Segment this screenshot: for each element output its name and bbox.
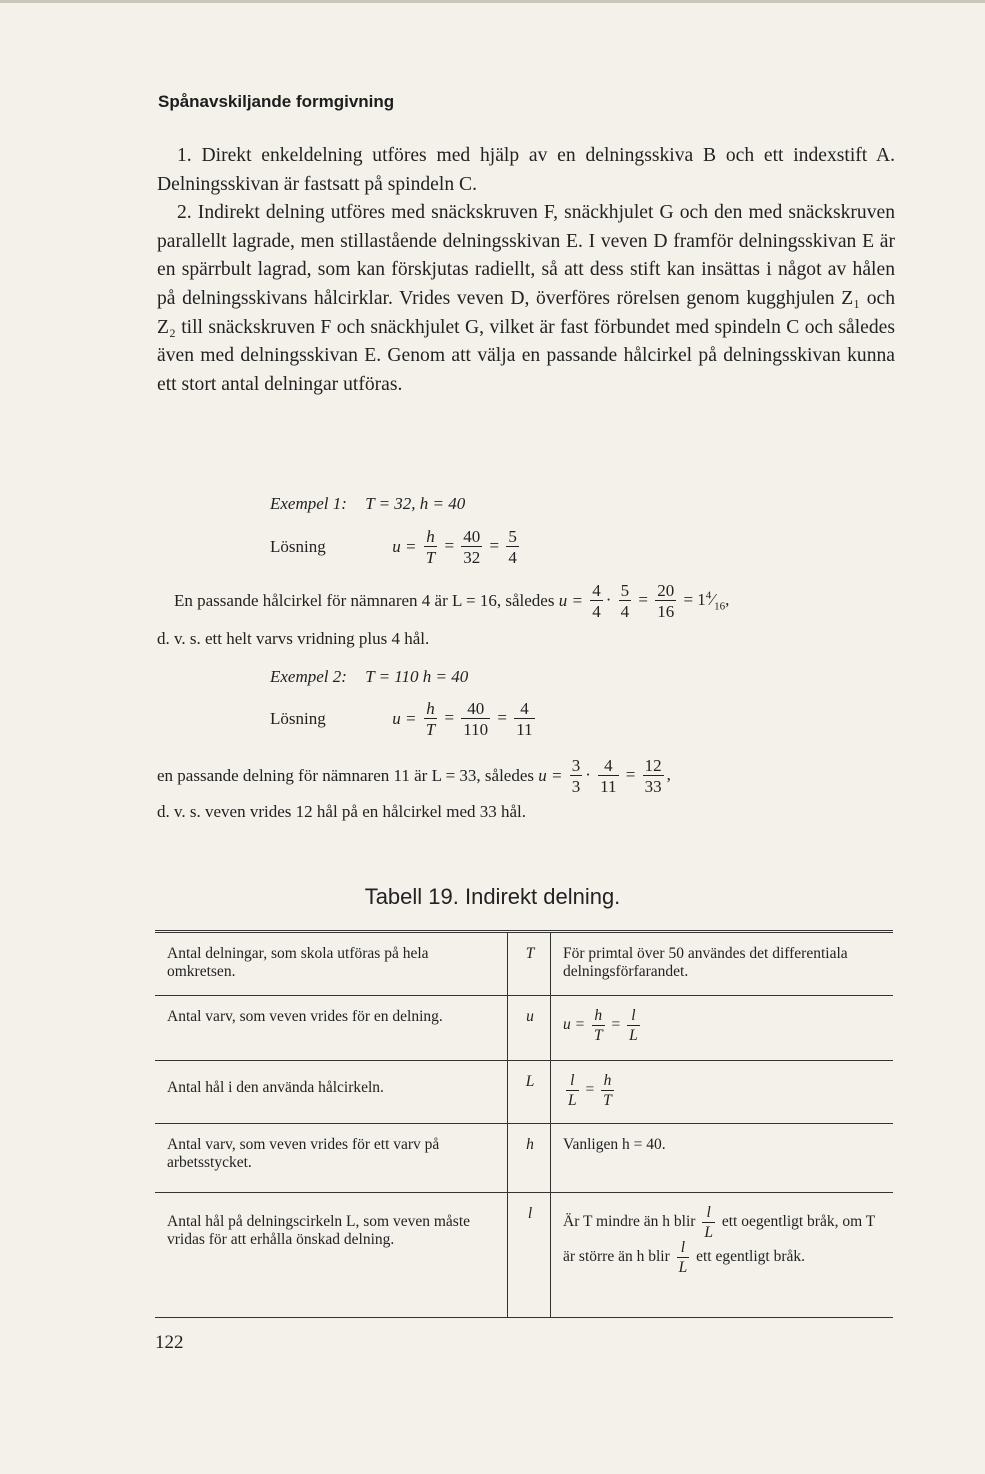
fraction: $\frac{h}{T}$ bbox=[425, 527, 436, 567]
fraction: $\frac{40}{32}$ bbox=[463, 527, 481, 567]
note-text: ett egentligt bråk. bbox=[696, 1248, 806, 1266]
paragraph-2: 2. Indirekt delning utföres med snäckskruven F, snäckhjulet G och den med snäckskruven parallellt lagrade, men stillastående delningsskivan E. I veven D framför delningsskivan E är en spärrbult lagrad, som kan förskjutas radiellt, så att dess stift kan insättas i något av hålen på delningsskivans hålcirklar. Vrides veven D, överföres rörelsen genom kugghjulen Z₁ och Z₂ till snäckskruven F och snäckhjulet G, vilket är fast förbundet med spindeln C och således även med delningsskivan E. Genom att välja en passande hålcirkel på delningsskivan kunna ett stort antal delningar utföras. bbox=[157, 202, 895, 395]
table-row bbox=[155, 1193, 893, 1318]
row-note: $\frac{l}{L}$ = $\frac{h}{T}$ bbox=[551, 1061, 894, 1124]
row-symbol: u bbox=[508, 996, 551, 1061]
example-2-solution-label: Lösning bbox=[270, 709, 326, 728]
example-2-conclusion: d. v. s. veven vrides 12 hål på en hålcirkel med 33 hål. bbox=[157, 802, 527, 821]
example-1-conclusion: d. v. s. ett helt varvs vridning plus 4 hål. bbox=[157, 629, 430, 648]
row-description: Antal varv, som veven vrides för en delning. bbox=[155, 996, 508, 1061]
body-text bbox=[157, 142, 895, 399]
fraction: $\frac{5}{4}$ bbox=[620, 581, 630, 621]
note-text: ett oegentligt bråk, om T är större än h blir bbox=[563, 1213, 875, 1266]
example-2-given: T = 110 h = 40 bbox=[365, 667, 469, 686]
example-1-solution-label: Lösning bbox=[270, 537, 326, 556]
table-row bbox=[155, 996, 893, 1061]
fraction: $\frac{40}{110}$ bbox=[463, 699, 489, 739]
example-1-text: En passande hålcirkel för nämnaren 4 är L = 16, således bbox=[174, 591, 555, 610]
example-2-label: Exempel 2: bbox=[270, 667, 347, 686]
row-symbol: T bbox=[508, 932, 551, 996]
fraction: $\frac{12}{33}$ bbox=[644, 756, 662, 796]
page-top-edge bbox=[0, 0, 985, 3]
fraction: $\frac{20}{16}$ bbox=[657, 581, 675, 621]
row-note: Vanligen h = 40. bbox=[551, 1124, 894, 1193]
fraction: $\frac{3}{3}$ bbox=[571, 756, 581, 796]
table-row bbox=[155, 1061, 893, 1124]
example-2-text: en passande delning för nämnaren 11 är L = 33, således bbox=[157, 766, 535, 785]
table-row bbox=[155, 932, 893, 996]
example-2-result: en passande delning för nämnaren 11 är L = 33, således u = $\frac{3}{3}$ · $\frac{4}{11}$ = $\frac{12}{33}$ , bbox=[157, 756, 671, 796]
row-symbol: h bbox=[508, 1124, 551, 1193]
example-1-given: T = 32, h = 40 bbox=[365, 494, 466, 513]
fraction: $\frac{4}{11}$ bbox=[600, 756, 617, 796]
note-text: Är T mindre än h blir bbox=[563, 1213, 696, 1231]
example-1-label: Exempel 1: bbox=[270, 494, 347, 513]
indirect-division-table bbox=[155, 930, 893, 1318]
row-description: Antal hål på delningscirkeln L, som veven måste vridas för att erhålla önskad delning. bbox=[155, 1193, 508, 1318]
row-description: Antal delningar, som skola utföras på hela omkretsen. bbox=[155, 932, 508, 996]
row-symbol: L bbox=[508, 1061, 551, 1124]
page-number: 122 bbox=[155, 1332, 184, 1353]
row-description: Antal hål i den använda hålcirkeln. bbox=[155, 1061, 508, 1124]
row-note: u = $\frac{h}{T}$ = $\frac{l}{L}$ bbox=[551, 996, 894, 1061]
table-row bbox=[155, 1124, 893, 1193]
example-2-heading bbox=[270, 667, 468, 687]
example-1-result: En passande hålcirkel för nämnaren 4 är L = 16, således u = $\frac{4}{4}$ · $\frac{5}{4}$ = $\frac{20}{16}$ = $1^4⁄_{16}$, bbox=[174, 581, 730, 621]
fraction: $\frac{5}{4}$ bbox=[508, 527, 517, 567]
example-2-solution: Lösning u = $\frac{h}{T}$ = $\frac{40}{110}$ = $\frac{4}{11}$ bbox=[270, 699, 533, 739]
fraction: $\frac{h}{T}$ bbox=[425, 699, 436, 739]
fraction: $\frac{4}{11}$ bbox=[516, 699, 533, 739]
row-description: Antal varv, som veven vrides för ett varv på arbetsstycket. bbox=[155, 1124, 508, 1193]
table-caption: Tabell 19. Indirekt delning. bbox=[364, 884, 621, 909]
row-note: Är T mindre än h blir $\frac{l}{L}$ ett oegentligt bråk, om T är större än h blir $\frac{l}{L}$ ett egentligt bråk. bbox=[551, 1193, 894, 1318]
example-1-solution: Lösning u = $\frac{h}{T}$ = $\frac{40}{32}$ = $\frac{5}{4}$ bbox=[270, 527, 517, 567]
row-symbol: l bbox=[508, 1193, 551, 1318]
fraction: $\frac{4}{4}$ bbox=[592, 581, 601, 621]
example-1-heading bbox=[270, 494, 465, 514]
running-header: Spånavskiljande formgivning bbox=[158, 92, 395, 111]
paragraph-1: 1. Direkt enkeldelning utföres med hjälp av en delningsskiva B och ett indexstift A. Delningsskivan är fastsatt på spindeln C. bbox=[157, 145, 895, 195]
row-note: För primtal över 50 användes det differentiala delningsförfarandet. bbox=[551, 932, 894, 996]
